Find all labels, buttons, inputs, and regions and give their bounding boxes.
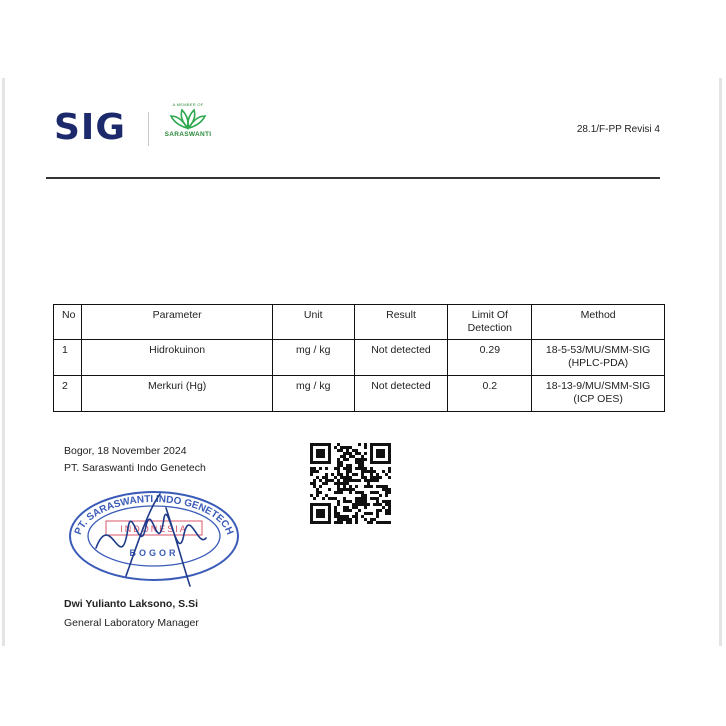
table-header-row — [54, 305, 665, 340]
column-header-method: Method — [532, 305, 665, 340]
column-header-result: Result — [354, 305, 448, 340]
leaf-icon — [168, 108, 208, 130]
cell-method: 18-13-9/MU/SMM-SIG (ICP OES) — [532, 376, 665, 412]
table-row — [54, 376, 665, 412]
column-header-parameter: Parameter — [82, 305, 272, 340]
signer-block — [64, 596, 199, 634]
cell-parameter: Merkuri (Hg) — [82, 376, 272, 412]
header-rule — [46, 177, 660, 179]
results-table — [53, 304, 665, 412]
stamp-top-text: PT. SARASWANTI INDO GENETECH — [72, 493, 236, 537]
cell-lod: 0.2 — [448, 376, 532, 412]
cell-parameter: Hidrokuinon — [82, 340, 272, 376]
document-code: 28.1/F-PP Revisi 4 — [576, 124, 660, 135]
company-stamp — [66, 488, 241, 588]
signature-block — [64, 443, 206, 477]
column-header-no: No — [54, 305, 82, 340]
table-row — [54, 340, 665, 376]
stamp-bottom-text: BOGOR — [129, 548, 179, 558]
document-header — [48, 100, 660, 160]
page-edge-left — [2, 78, 5, 646]
cell-unit: mg / kg — [272, 376, 354, 412]
cell-result: Not detected — [354, 340, 448, 376]
qr-code — [310, 443, 391, 524]
page-edge-right — [719, 78, 722, 646]
sig-logo: SIG — [54, 107, 126, 148]
place-date: Bogor, 18 November 2024 — [64, 445, 187, 457]
column-header-unit: Unit — [272, 305, 354, 340]
column-header-lod: Limit Of Detection — [448, 305, 532, 340]
cell-unit: mg / kg — [272, 340, 354, 376]
cell-result: Not detected — [354, 376, 448, 412]
partner-name: SARASWANTI — [164, 131, 212, 138]
signer-name: Dwi Yulianto Laksono, S.Si — [64, 598, 198, 610]
logo-divider — [148, 112, 149, 146]
company-name: PT. Saraswanti Indo Genetech — [64, 462, 206, 474]
cell-lod: 0.29 — [448, 340, 532, 376]
cell-no: 2 — [54, 376, 82, 412]
cell-method: 18-5-53/MU/SMM-SIG (HPLC-PDA) — [532, 340, 665, 376]
stamp-middle-text: INDONESIA — [120, 524, 188, 534]
cell-no: 1 — [54, 340, 82, 376]
saraswanti-logo — [160, 102, 216, 152]
signer-title: General Laboratory Manager — [64, 617, 199, 629]
partner-tagline: A MEMBER OF — [172, 102, 204, 107]
